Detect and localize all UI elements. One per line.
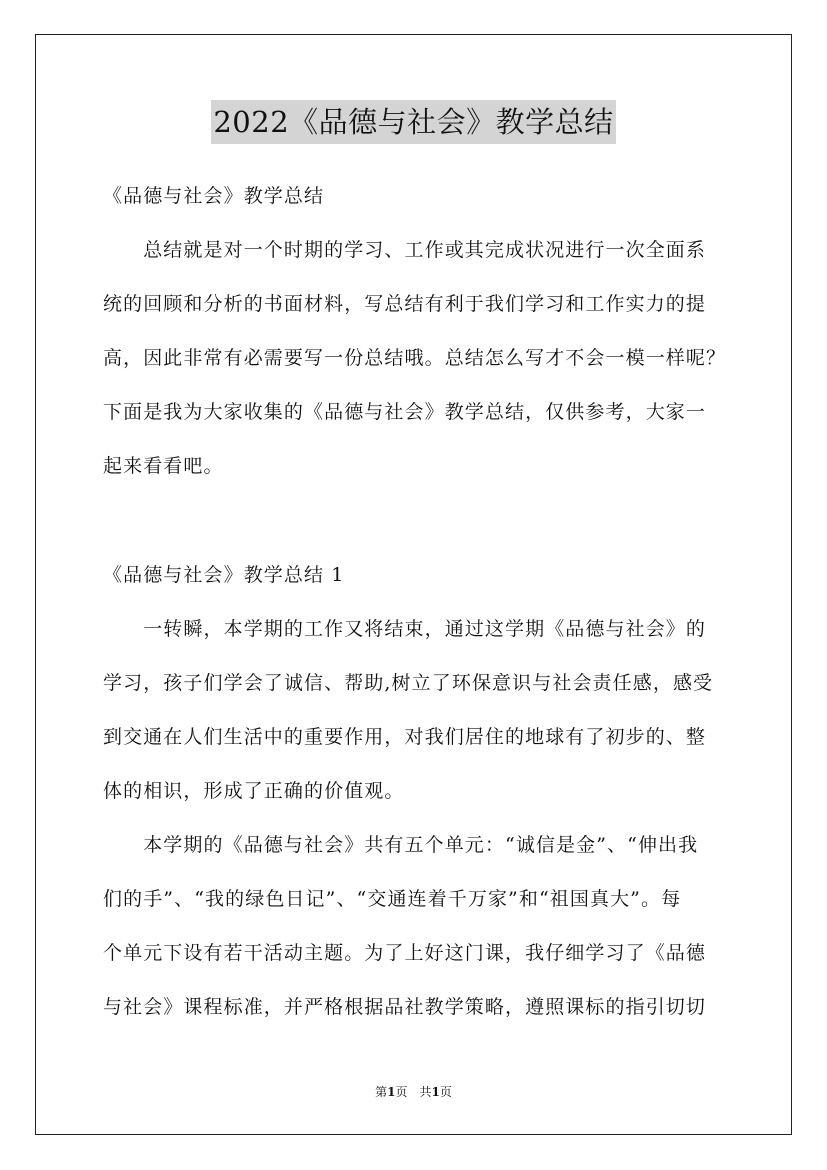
document-title: 2022《品德与社会》教学总结 xyxy=(211,100,615,144)
intro-line-1: 总结就是对一个时期的学习、工作或其完成状况进行一次全面系 xyxy=(103,239,707,261)
footer-total-pages: 1 xyxy=(431,1085,440,1099)
footer-page-suffix: 页 xyxy=(439,1085,452,1099)
para2-line-3: 个单元下设有若干活动主题。为了上好这门课，我仔细学习了《品德 xyxy=(103,942,707,964)
para1-line-1: 一转瞬，本学期的工作又将结束，通过这学期《品德与社会》的 xyxy=(103,618,707,640)
intro-line-4: 下面是我为大家收集的《品德与社会》教学总结，仅供参考，大家一 xyxy=(103,401,707,423)
para2-line-1: 本学期的《品德与社会》共有五个单元：“诚信是金”、“伸出我 xyxy=(103,834,699,856)
para1-line-2: 学习，孩子们学会了诚信、帮助,树立了环保意识与社会责任感，感受 xyxy=(103,672,714,694)
para1-line-4: 体的相识，形成了正确的价值观。 xyxy=(103,780,405,802)
section-heading: 《品德与社会》教学总结 xyxy=(103,185,325,207)
footer-page-number: 1 xyxy=(387,1085,396,1099)
intro-line-3: 高，因此非常有必需要写一份总结哦。总结怎么写才不会一模一样呢？ xyxy=(103,347,727,369)
intro-line-5: 起来看看吧。 xyxy=(103,455,224,477)
para1-line-3: 到交通在人们生活中的重要作用，对我们居住的地球有了初步的、整 xyxy=(103,726,707,748)
page-footer xyxy=(0,1083,827,1100)
para2-line-2: 们的手”、“我的绿色日记”、“交通连着千万家”和“祖国真大”。每 xyxy=(103,888,682,910)
section-heading-1: 《品德与社会》教学总结 1 xyxy=(103,564,345,586)
para2-line-4: 与社会》课程标准，并严格根据品社教学策略，遵照课标的指引切切 xyxy=(103,996,707,1018)
footer-page-mid: 页 共 xyxy=(395,1085,432,1099)
footer-page-prefix: 第 xyxy=(375,1085,388,1099)
title-wrap xyxy=(0,100,827,144)
intro-line-2: 统的回顾和分析的书面材料，写总结有利于我们学习和工作实力的提 xyxy=(103,293,707,315)
